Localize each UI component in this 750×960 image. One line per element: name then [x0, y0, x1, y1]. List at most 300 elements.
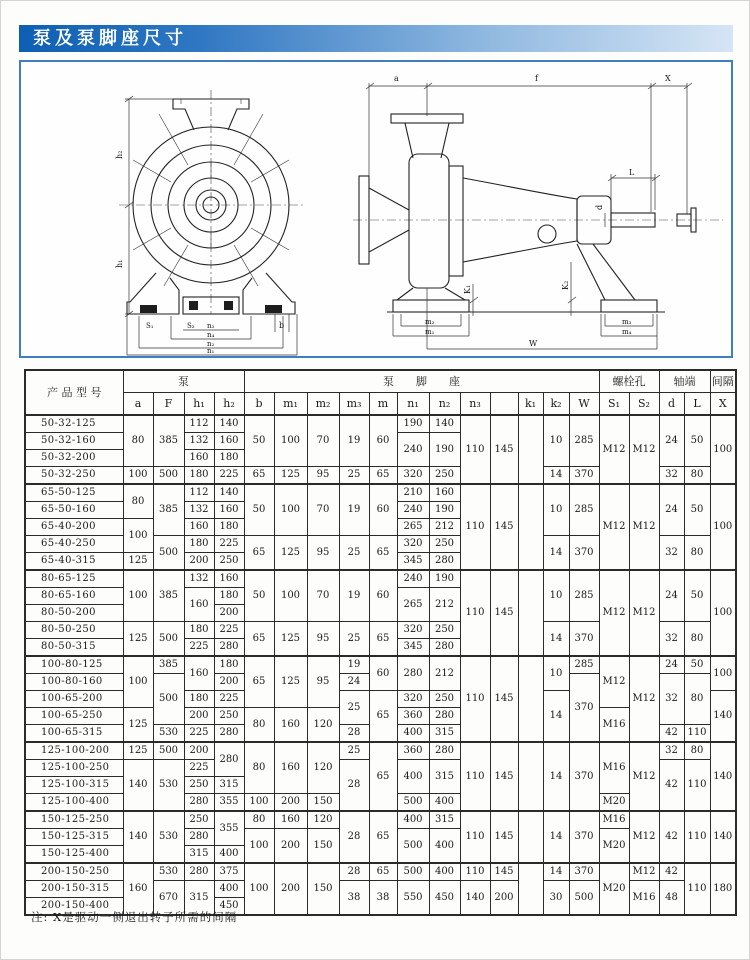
cell-n2: 315: [429, 811, 460, 829]
cell-d: 32: [659, 622, 684, 657]
dim-label-w: W: [529, 339, 538, 348]
model-cell: 65-50-125: [25, 484, 123, 502]
cell-k1: [518, 415, 543, 484]
cell-S1: M20: [599, 794, 629, 812]
cell-a: 125: [123, 553, 153, 571]
dim-label-m1: m₁: [425, 328, 435, 336]
cell-h1: 280: [184, 863, 214, 881]
dim-label-m3: m₃: [622, 318, 632, 326]
dim-label-n1: n₁: [207, 347, 215, 355]
cell-n2: 315: [429, 760, 460, 794]
cell-h1: 180: [184, 622, 214, 639]
cell-h2: 200: [214, 605, 244, 622]
cell-b: 65: [244, 656, 274, 708]
cell-S2: M12: [629, 742, 659, 811]
cell-b: 65: [244, 622, 274, 657]
cell-W: 285: [569, 415, 599, 467]
col-header-m2: m₂: [307, 393, 339, 416]
cell-h2: 355: [214, 794, 244, 812]
cell-L: 110: [684, 725, 710, 743]
cell-S1: M12: [599, 484, 629, 570]
model-cell: 150-125-250: [25, 811, 123, 829]
cell-m: 65: [369, 742, 397, 811]
cell-F: 385: [153, 570, 184, 622]
cell-h1: 160: [184, 588, 214, 622]
cell-k2: 14: [543, 691, 569, 743]
table-row: [25, 484, 736, 502]
cell-b: 100: [244, 863, 274, 915]
cell-X: 140: [710, 691, 736, 743]
cell-m3: 19: [339, 570, 369, 622]
col-header-S1: S₁: [599, 393, 629, 416]
drawing-panel: [19, 60, 733, 358]
cell-m1: 200: [274, 794, 307, 812]
model-cell: 125-100-315: [25, 777, 123, 794]
cell-n1: 240: [397, 433, 429, 467]
cell-h1: 200: [184, 708, 214, 725]
cell-m: 65: [369, 622, 397, 657]
table-row: [25, 415, 736, 433]
col-header-n2: n₂: [429, 393, 460, 416]
cell-X: 140: [710, 811, 736, 863]
cell-n1: 280: [397, 656, 429, 691]
cell-h1: 160: [184, 519, 214, 536]
cell-n2: 400: [429, 863, 460, 881]
model-cell: 80-50-200: [25, 605, 123, 622]
cell-F: 530: [153, 811, 184, 863]
dimensions-table: [24, 369, 737, 916]
cell-m2: 95: [307, 467, 339, 485]
model-cell: 150-125-315: [25, 829, 123, 846]
table-row: [25, 863, 736, 881]
cell-a: 140: [123, 811, 153, 863]
cell-m2: 120: [307, 708, 339, 743]
cell-m1: 100: [274, 415, 307, 467]
cell-L: 50: [684, 570, 710, 622]
cell-h1: 280: [184, 794, 214, 812]
cell-b: 50: [244, 570, 274, 622]
dim-label-f: f: [535, 74, 538, 83]
cell-a: 140: [123, 760, 153, 812]
cell-n4: 145: [490, 656, 518, 742]
pump-drawing: [21, 62, 731, 356]
model-cell: 65-40-250: [25, 536, 123, 553]
cell-h1: 160: [184, 450, 214, 467]
cell-m: 65: [369, 863, 397, 881]
cell-n1: 320: [397, 622, 429, 639]
cell-m3: 28: [339, 725, 369, 743]
cell-b: 80: [244, 811, 274, 829]
cell-h2: 225: [214, 691, 244, 708]
cell-m1: 200: [274, 829, 307, 864]
cell-W: 370: [569, 622, 599, 657]
cell-S1: M16: [599, 708, 629, 743]
cell-n4: 145: [490, 415, 518, 484]
cell-n2: 212: [429, 588, 460, 622]
cell-m3: 25: [339, 536, 369, 571]
cell-h2: 140: [214, 484, 244, 502]
cell-m1: 100: [274, 570, 307, 622]
cell-h1: 180: [184, 467, 214, 485]
cell-h2: 225: [214, 467, 244, 485]
cell-h2: 180: [214, 588, 244, 605]
col-group-header: 螺栓孔: [599, 370, 659, 393]
cell-W: 370: [569, 742, 599, 811]
cell-L: 80: [684, 742, 710, 760]
cell-d: 42: [659, 863, 684, 881]
cell-n2: 280: [429, 553, 460, 571]
cell-n1: 210: [397, 484, 429, 502]
cell-n1: 500: [397, 829, 429, 864]
cell-h2: 160: [214, 570, 244, 588]
cell-k2: 14: [543, 467, 569, 485]
col-header-a: a: [123, 393, 153, 416]
cell-n2: 140: [429, 415, 460, 433]
cell-d: 42: [659, 760, 684, 812]
cell-h1: 180: [184, 536, 214, 553]
cell-m: 65: [369, 691, 397, 743]
model-cell: 50-32-200: [25, 450, 123, 467]
cell-m3: 24: [339, 674, 369, 691]
cell-L: 80: [684, 536, 710, 571]
col-header-h1: h₁: [184, 393, 214, 416]
cell-S1: M20: [599, 829, 629, 864]
cell-h2: 180: [214, 519, 244, 536]
cell-n3: 110: [460, 484, 490, 570]
cell-a: 100: [123, 656, 153, 708]
dim-label-k2: K₂: [561, 280, 570, 290]
cell-S2: M12: [629, 484, 659, 570]
col-group-header: 轴端: [659, 370, 710, 393]
cell-n2: 250: [429, 536, 460, 553]
cell-n2: 280: [429, 639, 460, 657]
cell-n2: 212: [429, 519, 460, 536]
cell-h2: 180: [214, 450, 244, 467]
cell-n1: 550: [397, 881, 429, 916]
dim-label-d: d: [595, 204, 604, 210]
cell-h1: 180: [184, 691, 214, 708]
cell-S1: M20: [599, 863, 629, 915]
cell-n1: 190: [397, 415, 429, 433]
cell-d: 32: [659, 742, 684, 760]
cell-S2: M12: [629, 570, 659, 656]
cell-n1: 240: [397, 570, 429, 588]
cell-F: 530: [153, 725, 184, 743]
model-cell: 200-150-250: [25, 863, 123, 881]
cell-h1: 200: [184, 553, 214, 571]
cell-n1: 400: [397, 725, 429, 743]
cell-n2: 160: [429, 484, 460, 502]
cell-S1: M12: [599, 415, 629, 484]
cell-W: 500: [569, 881, 599, 916]
cell-h2: 225: [214, 622, 244, 639]
cell-a: 160: [123, 863, 153, 915]
cell-m: 60: [369, 484, 397, 536]
model-cell: 80-50-315: [25, 639, 123, 657]
cell-n2: 190: [429, 502, 460, 519]
cell-n1: 500: [397, 863, 429, 881]
cell-m1: 125: [274, 622, 307, 657]
cell-m2: 95: [307, 656, 339, 708]
page-title: 泵及泵脚座尺寸: [19, 25, 733, 52]
dim-label-l: L: [629, 168, 635, 177]
cell-S2: M16: [629, 881, 659, 916]
cell-h2: 400: [214, 846, 244, 864]
col-header-n4: [490, 393, 518, 416]
cell-h2: 280: [214, 725, 244, 743]
cell-h1: 132: [184, 570, 214, 588]
cell-m1: 125: [274, 467, 307, 485]
cell-m2: 95: [307, 536, 339, 571]
cell-b: 80: [244, 742, 274, 794]
cell-a: 100: [123, 570, 153, 622]
cell-h2: 280: [214, 742, 244, 777]
cell-X: 100: [710, 484, 736, 570]
model-cell: 50-32-125: [25, 415, 123, 433]
model-cell: 65-40-315: [25, 553, 123, 571]
col-header-L: L: [684, 393, 710, 416]
cell-k2: 14: [543, 811, 569, 863]
cell-S1: M16: [599, 811, 629, 829]
cell-b: 50: [244, 415, 274, 467]
cell-d: 32: [659, 536, 684, 571]
cell-k2: 10: [543, 570, 569, 622]
col-group-header: 泵: [123, 370, 244, 393]
cell-n3: 110: [460, 570, 490, 656]
col-header-m3: m₃: [339, 393, 369, 416]
cell-m2: 150: [307, 829, 339, 864]
cell-d: 42: [659, 811, 684, 863]
cell-S1: M12: [599, 570, 629, 656]
cell-m3: 25: [339, 691, 369, 725]
cell-m: 65: [369, 467, 397, 485]
cell-F: 670: [153, 881, 184, 916]
cell-n3: 110: [460, 811, 490, 863]
model-cell: 50-32-250: [25, 467, 123, 485]
cell-h2: 355: [214, 811, 244, 846]
model-cell: 125-100-250: [25, 760, 123, 777]
cell-b: 50: [244, 484, 274, 536]
cell-m3: 25: [339, 742, 369, 760]
cell-m2: 150: [307, 863, 339, 915]
cell-m3: 19: [339, 484, 369, 536]
model-cell: 200-150-315: [25, 881, 123, 898]
cell-m1: 160: [274, 811, 307, 829]
cell-m: 60: [369, 570, 397, 622]
cell-h2: 200: [214, 674, 244, 691]
cell-L: 50: [684, 484, 710, 536]
cell-n3: 140: [460, 881, 490, 916]
cell-n1: 320: [397, 691, 429, 708]
cell-L: 110: [684, 760, 710, 812]
cell-n4: 200: [490, 881, 518, 916]
cell-X: 180: [710, 863, 736, 915]
cell-S2: M12: [629, 415, 659, 484]
cell-n4: 145: [490, 570, 518, 656]
cell-h2: 280: [214, 639, 244, 657]
front-view-drawing: [115, 90, 305, 355]
cell-F: 530: [153, 760, 184, 812]
cell-h2: 160: [214, 433, 244, 450]
cell-a: 125: [123, 742, 153, 760]
cell-n4: 145: [490, 811, 518, 863]
dim-label-s1: S₁: [146, 322, 154, 330]
model-cell: 65-50-160: [25, 502, 123, 519]
dim-label-x: X: [665, 74, 671, 83]
cell-W: 370: [569, 467, 599, 485]
cell-F: 385: [153, 484, 184, 536]
cell-a: 125: [123, 708, 153, 743]
cell-F: 385: [153, 415, 184, 467]
cell-W: 370: [569, 674, 599, 743]
cell-h1: 225: [184, 760, 214, 777]
dim-label-s2: S₂: [187, 322, 195, 330]
cell-n1: 360: [397, 708, 429, 725]
col-header-k2: k₂: [543, 393, 569, 416]
cell-L: 110: [684, 863, 710, 915]
cell-n2: 190: [429, 433, 460, 467]
col-header-k1: k₁: [518, 393, 543, 416]
cell-h2: 400: [214, 881, 244, 898]
col-header-m: m: [369, 393, 397, 416]
col-header-S2: S₂: [629, 393, 659, 416]
cell-m3: 25: [339, 622, 369, 657]
cell-m1: 100: [274, 484, 307, 536]
cell-n2: 280: [429, 708, 460, 725]
dim-label-k1: K₁: [463, 284, 472, 294]
col-header-m1: m₁: [274, 393, 307, 416]
cell-m3: 28: [339, 760, 369, 812]
cell-n1: 500: [397, 794, 429, 812]
cell-h2: 140: [214, 415, 244, 433]
cell-n1: 265: [397, 519, 429, 536]
cell-n4: 145: [490, 484, 518, 570]
col-header-n3: n₃: [460, 393, 490, 416]
table-body: [25, 415, 736, 915]
cell-n3: 110: [460, 863, 490, 881]
cell-n2: 212: [429, 656, 460, 691]
cell-L: 80: [684, 674, 710, 725]
cell-h1: 250: [184, 811, 214, 829]
model-cell: 100-65-200: [25, 691, 123, 708]
model-cell: 100-80-160: [25, 674, 123, 691]
col-group-header: 产 品 型 号: [25, 370, 123, 415]
cell-F: 500: [153, 536, 184, 571]
model-cell: 50-32-160: [25, 433, 123, 450]
cell-X: 100: [710, 415, 736, 484]
cell-b: 65: [244, 536, 274, 571]
cell-k1: [518, 811, 543, 863]
cell-m1: 125: [274, 536, 307, 571]
cell-W: 285: [569, 484, 599, 536]
cell-n1: 400: [397, 811, 429, 829]
cell-W: 370: [569, 536, 599, 571]
cell-k1: [518, 863, 543, 915]
cell-n1: 265: [397, 588, 429, 622]
cell-b: 80: [244, 708, 274, 743]
cell-m3: 25: [339, 467, 369, 485]
side-view-drawing: [353, 74, 723, 349]
cell-m2: 150: [307, 794, 339, 812]
col-header-W: W: [569, 393, 599, 416]
dim-label-n2: n₂: [207, 340, 215, 348]
table-row: [25, 656, 736, 674]
cell-n3: 110: [460, 742, 490, 811]
model-cell: 200-150-400: [25, 898, 123, 916]
col-header-n1: n₁: [397, 393, 429, 416]
cell-d: 48: [659, 881, 684, 916]
cell-L: 80: [684, 467, 710, 485]
model-cell: 65-40-200: [25, 519, 123, 536]
cell-m1: 200: [274, 863, 307, 915]
cell-m3: 19: [339, 415, 369, 467]
model-cell: 100-80-125: [25, 656, 123, 674]
cell-n1: 400: [397, 760, 429, 794]
cell-h1: 225: [184, 639, 214, 657]
cell-h2: 375: [214, 863, 244, 881]
cell-n1: 345: [397, 553, 429, 571]
cell-n2: 400: [429, 794, 460, 812]
cell-k2: 14: [543, 622, 569, 657]
cell-n4: 145: [490, 863, 518, 881]
cell-n2: 450: [429, 881, 460, 916]
cell-k1: [518, 484, 543, 570]
cell-k1: [518, 656, 543, 742]
cell-n2: 400: [429, 829, 460, 864]
cell-n1: 240: [397, 502, 429, 519]
cell-W: 285: [569, 656, 599, 674]
cell-n1: 360: [397, 742, 429, 760]
cell-h1: 315: [184, 846, 214, 864]
cell-W: 370: [569, 811, 599, 863]
cell-h1: 280: [184, 829, 214, 846]
cell-h2: 250: [214, 708, 244, 725]
cell-X: 100: [710, 656, 736, 691]
cell-h2: 225: [214, 536, 244, 553]
cell-m2: 120: [307, 811, 339, 829]
cell-m: 60: [369, 415, 397, 467]
cell-S1: M12: [599, 656, 629, 708]
dim-label-h2: h₂: [115, 150, 124, 159]
footnote: 注: X是驱动一侧退出转子所需的间隔: [31, 910, 238, 924]
dim-label-m2: m₂: [425, 318, 435, 326]
cell-F: 530: [153, 863, 184, 881]
cell-k2: 10: [543, 415, 569, 467]
cell-F: 500: [153, 742, 184, 760]
dim-label-b: b: [279, 321, 285, 330]
cell-k2: 10: [543, 656, 569, 691]
model-cell: 80-65-160: [25, 588, 123, 605]
cell-n2: 280: [429, 742, 460, 760]
dim-label-h1: h₁: [115, 259, 124, 268]
cell-m2: 95: [307, 622, 339, 657]
cell-a: 80: [123, 484, 153, 519]
col-header-F: F: [153, 393, 184, 416]
cell-a: 125: [123, 622, 153, 657]
cell-k2: 10: [543, 484, 569, 536]
cell-b: 100: [244, 829, 274, 864]
dim-label-m4: m₄: [622, 328, 632, 336]
cell-d: 42: [659, 725, 684, 743]
cell-S2: M12: [629, 811, 659, 863]
cell-m1: 160: [274, 708, 307, 743]
cell-b: 100: [244, 794, 274, 812]
model-cell: 80-65-125: [25, 570, 123, 588]
cell-W: 370: [569, 863, 599, 881]
cell-h2: 450: [214, 898, 244, 916]
col-group-header: 泵 脚 座: [244, 370, 599, 393]
cell-m: 60: [369, 656, 397, 691]
